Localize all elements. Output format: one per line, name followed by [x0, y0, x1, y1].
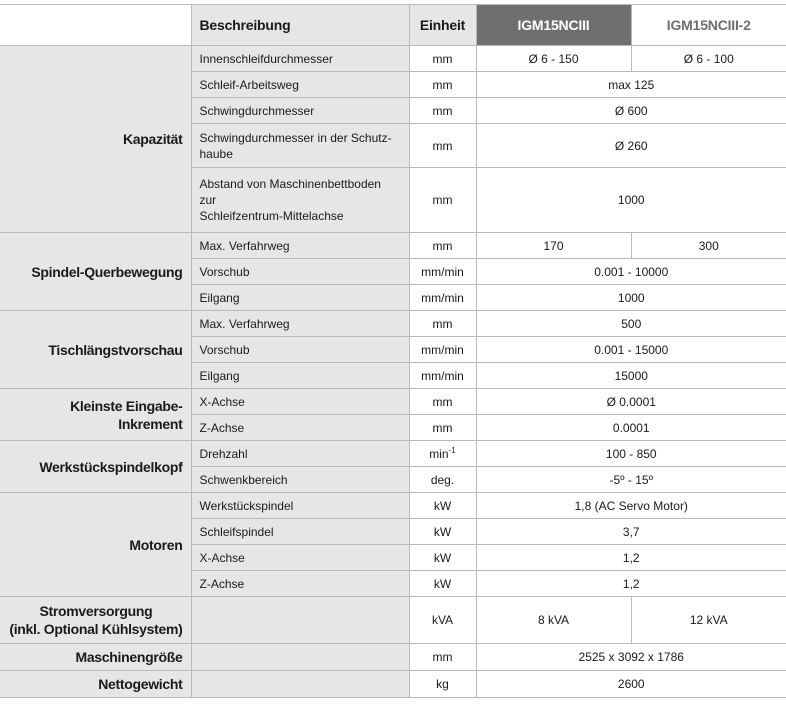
header-row [0, 5, 786, 46]
table-row [0, 493, 786, 519]
row-description-line-1: Abstand von Maschinenbettboden zur [199, 177, 381, 207]
header-model-2: IGM15NCIII-2 [631, 5, 786, 46]
value-shared: 1000 [476, 168, 786, 233]
row-description-line-1: Schwingdurchmesser in der Schutz- [199, 130, 392, 145]
value-shared: 100 - 850 [476, 441, 786, 467]
row-unit: kW [409, 519, 476, 545]
header-model-1: IGM15NCIII [476, 5, 631, 46]
row-description-line-2: Schleifzentrum-Mittelachse [199, 209, 344, 223]
value-model-2: 300 [631, 233, 786, 259]
row-description: Werkstückspindel [191, 493, 409, 519]
row-description: Max. Verfahrweg [191, 233, 409, 259]
row-description: Eilgang [191, 363, 409, 389]
value-shared: 1000 [476, 285, 786, 311]
value-shared: 2600 [476, 671, 786, 698]
row-description: Vorschub [191, 259, 409, 285]
value-model-2: 12 kVA [631, 597, 786, 644]
category-weight: Nettogewicht [0, 671, 191, 698]
row-unit: mm [409, 98, 476, 124]
row-description: Drehzahl [191, 441, 409, 467]
row-description: X-Achse [191, 389, 409, 415]
category-spindle-cross: Spindel-Querbewegung [0, 233, 191, 311]
table-row [0, 311, 786, 337]
value-model-1: 170 [476, 233, 631, 259]
row-unit: mm [409, 311, 476, 337]
value-shared: 3,7 [476, 519, 786, 545]
value-shared: 1,2 [476, 545, 786, 571]
table-row [0, 233, 786, 259]
row-unit: kVA [409, 597, 476, 644]
table-row [0, 671, 786, 698]
row-description-line-2: haube [199, 146, 233, 161]
row-unit: kW [409, 571, 476, 597]
value-shared: Ø 600 [476, 98, 786, 124]
category-size: Maschinengröße [0, 644, 191, 671]
value-shared: 15000 [476, 363, 786, 389]
table-row [0, 644, 786, 671]
row-description [191, 168, 409, 233]
value-shared: 500 [476, 311, 786, 337]
row-unit: mm [409, 46, 476, 72]
category-motors: Motoren [0, 493, 191, 597]
value-model-1: Ø 6 - 150 [476, 46, 631, 72]
value-shared: 2525 x 3092 x 1786 [476, 644, 786, 671]
category-power [0, 597, 191, 644]
value-shared: 0.001 - 10000 [476, 259, 786, 285]
category-power-line-2: (inkl. Optional Kühlsystem) [9, 621, 183, 637]
row-description-empty [191, 671, 409, 698]
value-shared: 0.0001 [476, 415, 786, 441]
table-row [0, 597, 786, 644]
row-description: Schleif-Arbeitsweg [191, 72, 409, 98]
row-unit: mm/min [409, 285, 476, 311]
value-shared: max 125 [476, 72, 786, 98]
category-capacity: Kapazität [0, 46, 191, 233]
row-description: Schwenkbereich [191, 467, 409, 493]
row-unit: mm [409, 415, 476, 441]
unit-superscript: -1 [448, 446, 456, 455]
header-unit: Einheit [409, 5, 476, 46]
row-description: Max. Verfahrweg [191, 311, 409, 337]
table-row [0, 441, 786, 467]
row-description [191, 124, 409, 168]
row-description: X-Achse [191, 545, 409, 571]
row-description: Innenschleifdurchmesser [191, 46, 409, 72]
row-unit: mm [409, 389, 476, 415]
spec-table [0, 4, 786, 698]
row-unit: deg. [409, 467, 476, 493]
row-unit: kg [409, 671, 476, 698]
row-unit: mm/min [409, 337, 476, 363]
value-model-1: 8 kVA [476, 597, 631, 644]
row-unit: mm/min [409, 363, 476, 389]
row-unit: mm [409, 644, 476, 671]
row-description: Eilgang [191, 285, 409, 311]
row-description-empty [191, 644, 409, 671]
row-description: Z-Achse [191, 415, 409, 441]
row-description: Vorschub [191, 337, 409, 363]
row-unit: kW [409, 545, 476, 571]
row-unit: mm [409, 72, 476, 98]
row-description: Z-Achse [191, 571, 409, 597]
category-power-line-1: Stromversorgung [39, 603, 153, 619]
row-unit: mm [409, 124, 476, 168]
value-shared: 1,8 (AC Servo Motor) [476, 493, 786, 519]
unit-text: min [429, 447, 449, 461]
value-shared: 1,2 [476, 571, 786, 597]
value-shared: Ø 260 [476, 124, 786, 168]
row-description: Schwingdurchmesser [191, 98, 409, 124]
value-shared: -5º - 15º [476, 467, 786, 493]
row-unit: mm/min [409, 259, 476, 285]
row-unit: kW [409, 493, 476, 519]
row-unit [409, 441, 476, 467]
category-increment: Kleinste Eingabe-Inkrement [0, 389, 191, 441]
header-empty-cell [0, 5, 191, 46]
value-shared: Ø 0.0001 [476, 389, 786, 415]
row-description-empty [191, 597, 409, 644]
category-table-feed: Tischlängstvorschau [0, 311, 191, 389]
category-workhead: Werkstückspindelkopf [0, 441, 191, 493]
header-description: Beschreibung [191, 5, 409, 46]
table-row [0, 46, 786, 72]
value-shared: 0.001 - 15000 [476, 337, 786, 363]
table-row [0, 389, 786, 415]
value-model-2: Ø 6 - 100 [631, 46, 786, 72]
row-unit: mm [409, 233, 476, 259]
row-unit: mm [409, 168, 476, 233]
row-description: Schleifspindel [191, 519, 409, 545]
